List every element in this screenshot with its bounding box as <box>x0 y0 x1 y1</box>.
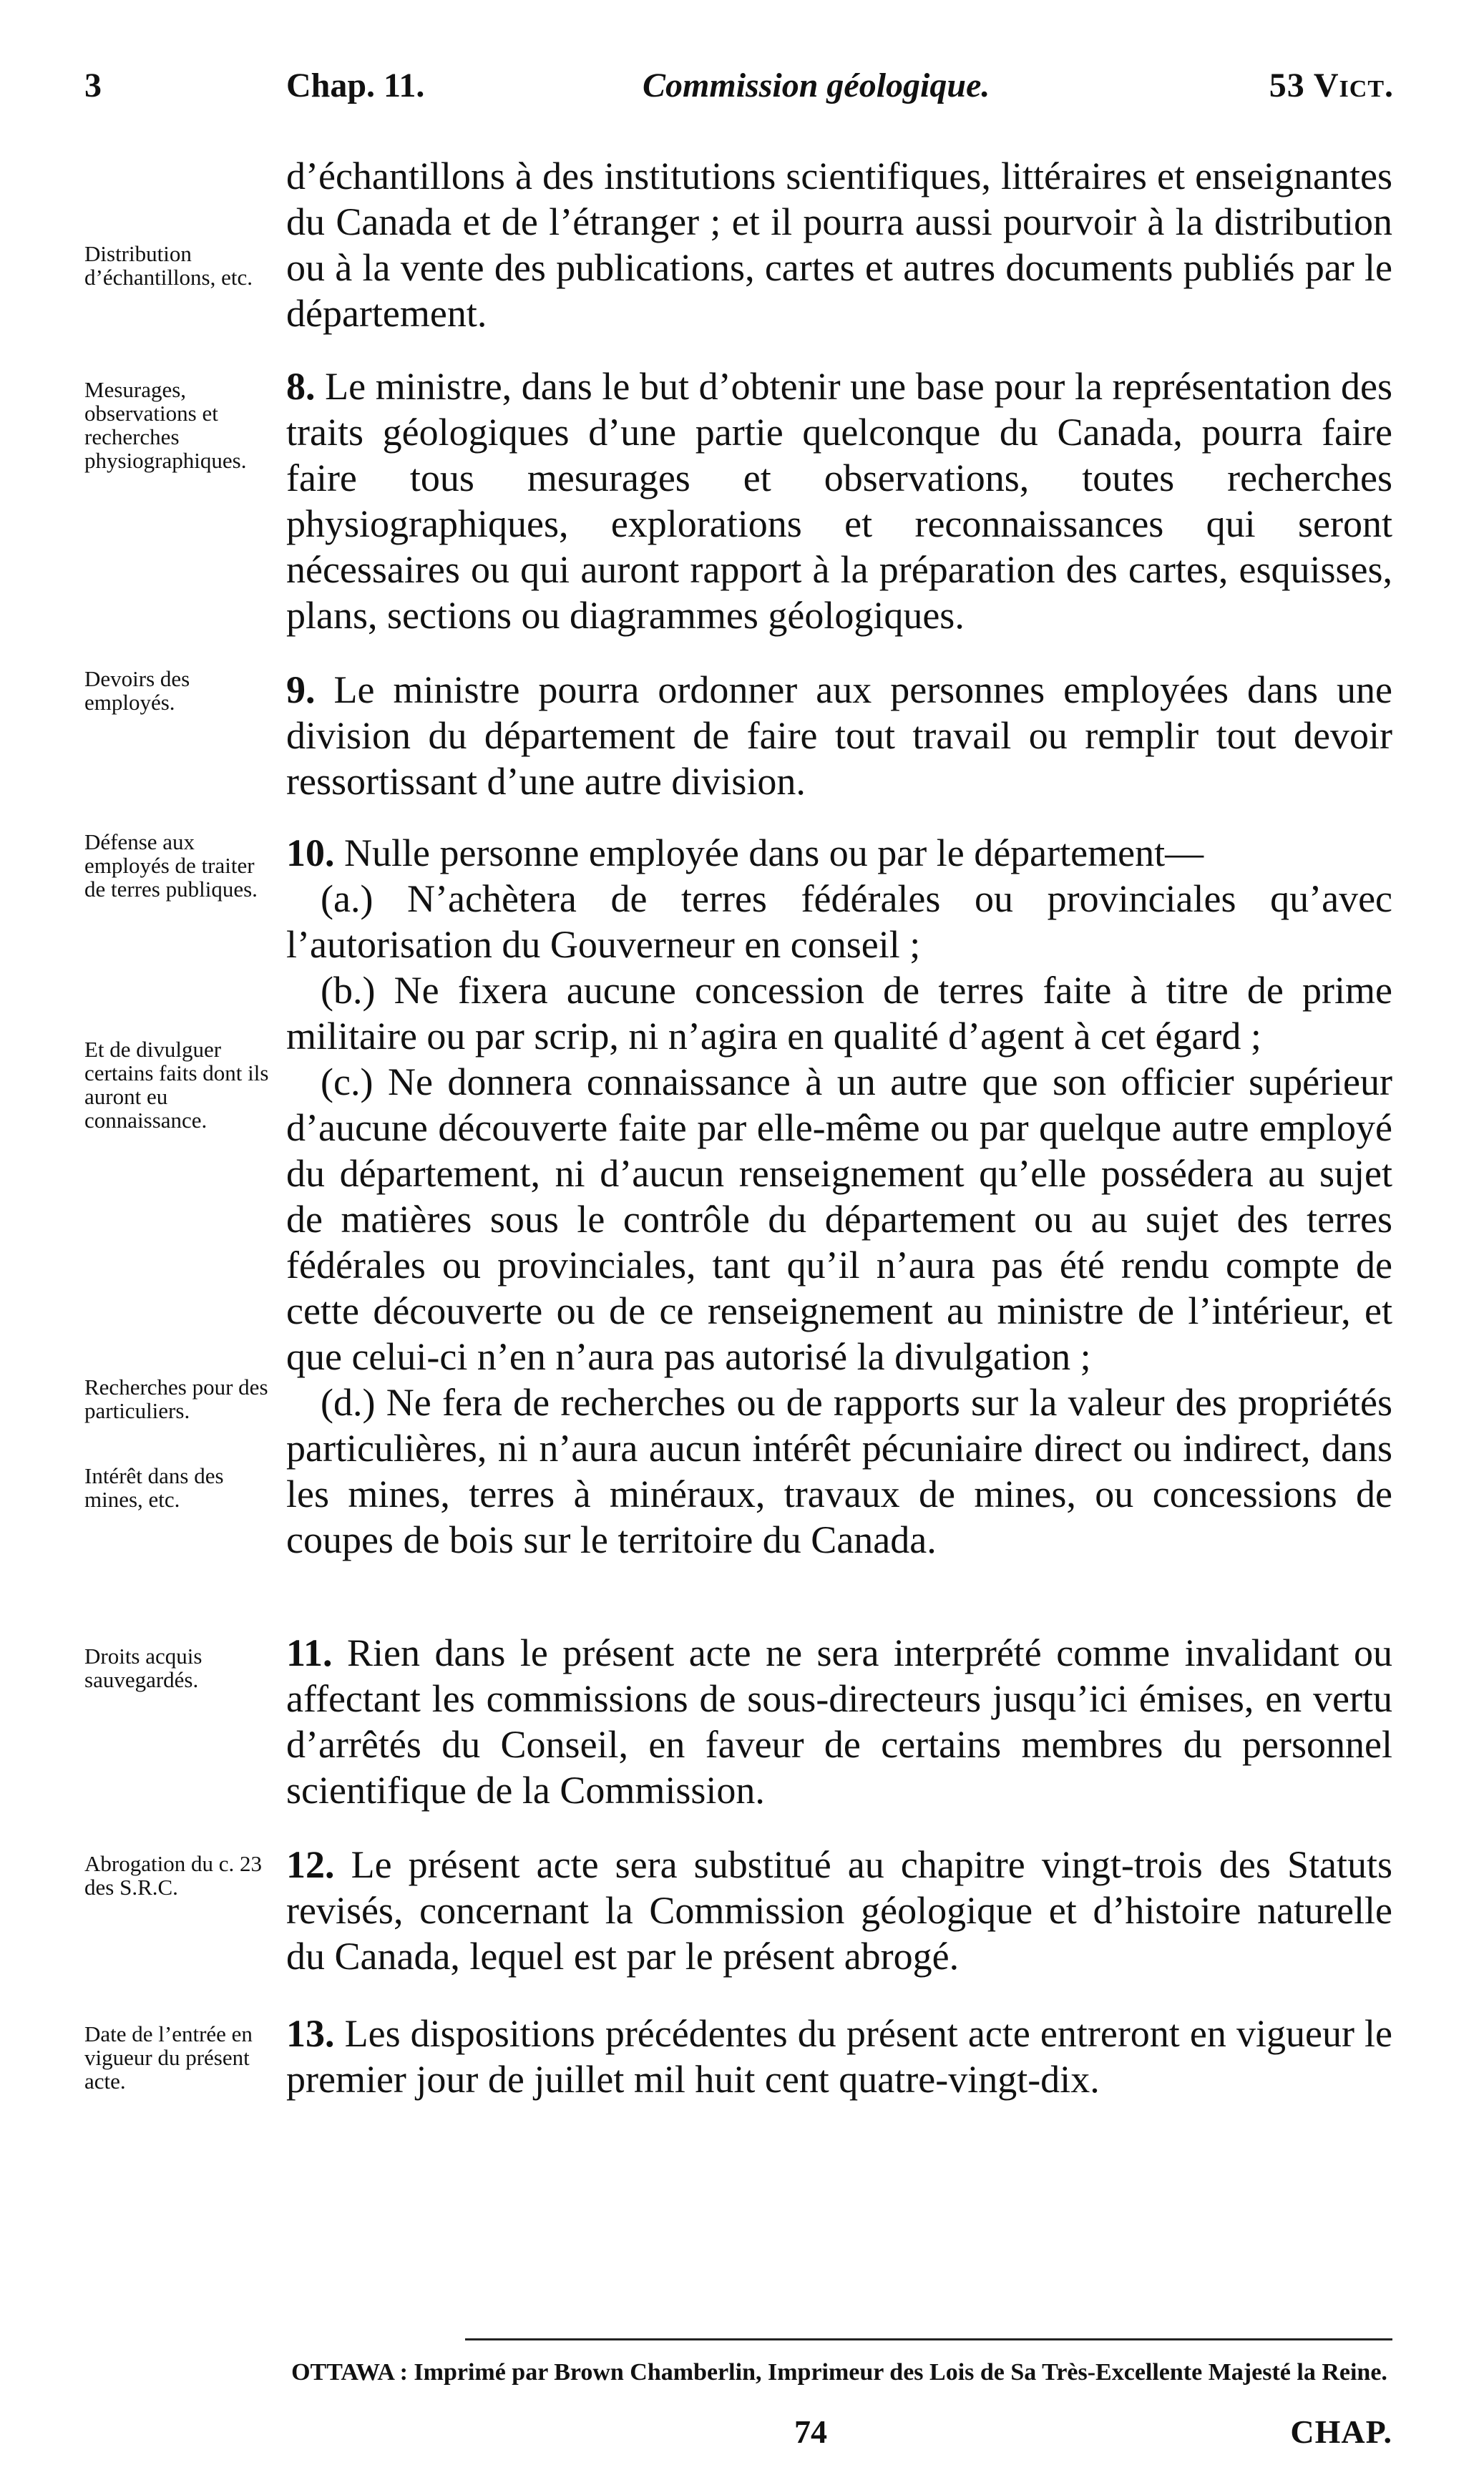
header-session: 53 Vict. <box>1269 67 1394 104</box>
section-number: 11. <box>286 1631 333 1674</box>
section-number: 12. <box>286 1843 335 1886</box>
margin-note-s8: Mesurages, observations et recherches physiographiques. <box>84 377 247 473</box>
margin-note-s13: Date de l’entrée en vigueur du présent acte. <box>84 2021 253 2094</box>
clause-d <box>286 1380 1392 1563</box>
section-text: Le ministre, dans le but d’obtenir une base pour la représentation des traits géologiques d’une partie quelconque du Canada, pourra faire faire tous mesurages et observations, toutes recherches physiographiques, explorations et reconnaissances qui seront nécessaires ou qui auront rapport à la préparation des cartes, esquisses, plans, sections ou diagrammes géologiques. <box>286 365 1392 637</box>
section-12 <box>286 1842 1392 1979</box>
footer-catchword: CHAP. <box>1290 2413 1392 2450</box>
section-text: Le présent acte sera substitué au chapitre vingt-trois des Statuts revisés, concernant la Commission géologique et d’histoire naturelle du Canada, lequel est par le présent abrogé. <box>286 1843 1392 1978</box>
header-chapter: Chap. 11. <box>286 67 425 104</box>
clause-text: Ne donnera connaissance à un autre que son officier supérieur d’aucune découverte faite par elle-même ou par quelque autre employé du département, ni d’aucun renseignement qu’elle possédera au sujet de matières sous le contrôle du département ou au sujet des terres fédérales ou provinciales, tant qu’il n’aura pas été rendu compte de cette découverte ou de ce renseignement au ministre de l’intérieur, et que celui-ci n’en n’aura pas autorisé la divulgation ; <box>286 1060 1392 1378</box>
section-13 <box>286 2011 1392 2102</box>
section-text: Le ministre pourra ordonner aux personnes employées dans une division du département de faire tout travail ou remplir tout devoir ressortissant d’une autre division. <box>286 668 1393 803</box>
header-title: Commission géologique. <box>643 67 990 104</box>
clause-c <box>286 1059 1392 1380</box>
margin-note-s10d-2: Intérêt dans des mines, etc. <box>84 1463 224 1512</box>
clause-label: (d.) <box>321 1381 376 1424</box>
margin-note-s10c: Et de divulguer certains faits dont ils auront eu connaissance. <box>84 1037 269 1133</box>
margin-note-s9: Devoirs des employés. <box>84 666 190 715</box>
header-page-number: 3 <box>84 67 102 104</box>
printer-imprint: OTTAWA : Imprimé par Brown Chamberlin, Imprimeur des Lois de Sa Très-Excellente Majesté la Reine. <box>291 2359 1387 2386</box>
margin-note-s12: Abrogation du c. 23 des S.R.C. <box>84 1851 262 1900</box>
section-number: 8. <box>286 365 316 408</box>
margin-note-s10: Défense aux employés de traiter de terres publiques. <box>84 829 258 902</box>
paragraph-text: d’échantillons à des institutions scientifiques, littéraires et enseignantes du Canada et de l’étranger ; et il pourra aussi pourvoir à la distribution ou à la vente des publications, cartes et autres documents publiés par le département. <box>286 155 1392 335</box>
footer-page-number: 74 <box>794 2413 827 2450</box>
section-11 <box>286 1630 1392 1813</box>
section-10 <box>286 830 1392 1563</box>
clause-label: (a.) <box>321 877 374 920</box>
running-header <box>84 66 1394 116</box>
paragraph-continuation <box>286 153 1392 336</box>
imprint-divider <box>465 2338 1392 2340</box>
clause-text: Ne fera de recherches ou de rapports sur la valeur des propriétés particulières, ni n’aura aucun intérêt pécuniaire direct ou indirect, dans les mines, terres à minéraux, travaux de mines, ou concessions de coupes de bois sur le territoire du Canada. <box>286 1381 1392 1561</box>
clause-a <box>286 876 1392 967</box>
section-9 <box>286 667 1392 804</box>
section-text: Nulle personne employée dans ou par le département— <box>344 831 1204 874</box>
clause-label: (c.) <box>321 1060 374 1103</box>
clause-b <box>286 967 1392 1059</box>
section-number: 10. <box>286 831 335 874</box>
clause-label: (b.) <box>321 969 376 1012</box>
section-number: 13. <box>286 2012 335 2055</box>
margin-note-distribution: Distribution d’échantillons, etc. <box>84 241 253 290</box>
section-number: 9. <box>286 668 316 711</box>
section-text: Rien dans le présent acte ne sera interprété comme invalidant ou affectant les commissions de sous-directeurs jusqu’ici émises, en vertu d’arrêtés du Conseil, en faveur de certains membres du personnel scientifique de la Commission. <box>286 1631 1393 1812</box>
clause-text: N’achètera de terres fédérales ou provinciales qu’avec l’autorisation du Gouverneur en conseil ; <box>286 877 1393 966</box>
margin-note-s10d-1: Recherches pour des particuliers. <box>84 1375 268 1423</box>
clause-text: Ne fixera aucune concession de terres faite à titre de prime militaire ou par scrip, ni n’agira en qualité d’agent à cet égard ; <box>286 969 1392 1058</box>
section-8 <box>286 363 1392 638</box>
margin-note-s11: Droits acquis sauvegardés. <box>84 1644 202 1692</box>
section-text: Les dispositions précédentes du présent acte entreront en vigueur le premier jour de juillet mil huit cent quatre-vingt-dix. <box>286 2012 1392 2101</box>
